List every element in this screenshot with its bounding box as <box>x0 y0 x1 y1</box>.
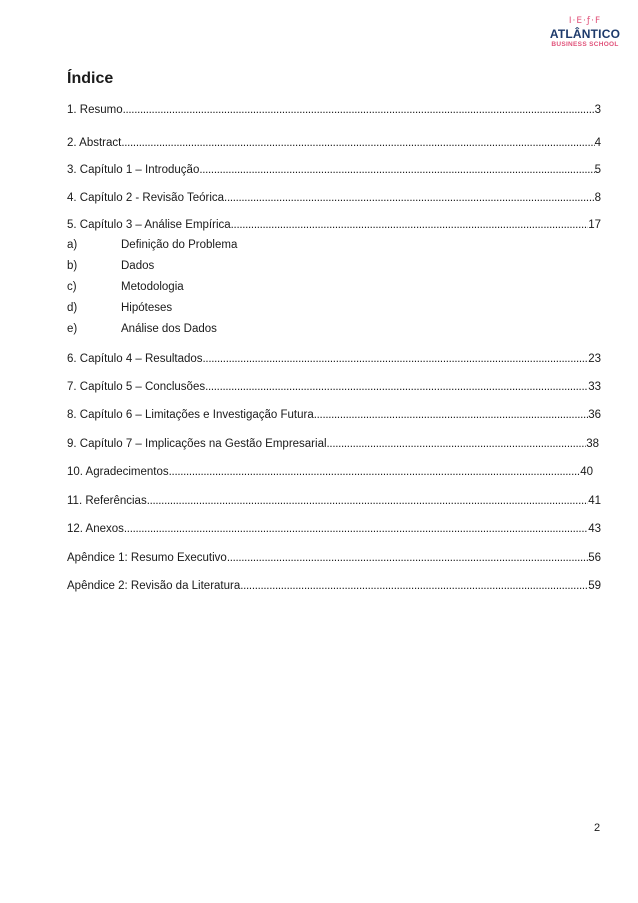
toc-entry[interactable] <box>67 103 601 117</box>
toc-subitem[interactable] <box>67 238 601 252</box>
toc-entry-label: 7. Capítulo 5 – Conclusões <box>67 381 206 393</box>
toc-entry[interactable] <box>67 163 601 177</box>
toc-subitem[interactable] <box>67 301 601 315</box>
toc-entry-page: 43 <box>588 523 601 535</box>
toc-entry[interactable] <box>67 437 599 451</box>
toc-entry-page: 33 <box>588 381 601 393</box>
toc-entry-label: 8. Capítulo 6 – Limitações e Investigação Futura <box>67 409 314 421</box>
toc-entry-label: Apêndice 2: Revisão da Literatura <box>67 580 241 592</box>
toc-entry[interactable] <box>67 494 601 508</box>
toc-leader-dots <box>121 136 594 150</box>
toc-entry-page: 17 <box>588 219 601 231</box>
table-of-contents <box>67 96 601 593</box>
toc-subitem-text: Metodologia <box>121 281 184 293</box>
toc-subitem-text: Hipóteses <box>121 302 173 314</box>
toc-entry-page: 38 <box>586 438 599 450</box>
toc-leader-dots <box>227 551 588 565</box>
toc-entry[interactable] <box>67 352 601 366</box>
school-logo <box>546 16 624 49</box>
logo-brand: ATLÂNTICO <box>549 27 621 41</box>
toc-entry-label: 4. Capítulo 2 - Revisão Teórica <box>67 192 225 204</box>
page-title: Índice <box>67 70 114 87</box>
toc-leader-dots <box>124 522 588 536</box>
toc-leader-dots <box>224 191 595 205</box>
toc-entry-page: 56 <box>588 552 601 564</box>
toc-entry[interactable] <box>67 408 601 422</box>
toc-entry-label: 3. Capítulo 1 – Introdução <box>67 164 200 176</box>
toc-subitem-text: Definição do Problema <box>121 239 238 251</box>
logo-subtitle: BUSINESS SCHOOL <box>551 41 619 48</box>
toc-entry-page: 3 <box>594 104 601 116</box>
toc-entry[interactable] <box>67 465 593 479</box>
toc-entry-page: 40 <box>580 466 593 478</box>
toc-leader-dots <box>314 408 588 422</box>
toc-entry-page: 36 <box>588 409 601 421</box>
toc-entry[interactable] <box>67 218 601 232</box>
toc-entry[interactable] <box>67 551 601 565</box>
toc-entry-label: 12. Anexos <box>67 523 124 535</box>
toc-leader-dots <box>327 437 587 451</box>
toc-subitem-letter: d) <box>67 302 78 314</box>
toc-subitem[interactable] <box>67 322 601 336</box>
toc-leader-dots <box>199 163 594 177</box>
toc-leader-dots <box>169 465 581 479</box>
toc-leader-dots <box>147 494 589 508</box>
toc-entry-page: 23 <box>588 353 601 365</box>
toc-entry[interactable] <box>67 380 601 394</box>
toc-entry-page: 8 <box>594 192 601 204</box>
toc-entry-page: 5 <box>594 164 601 176</box>
toc-entry-label: 9. Capítulo 7 – Implicações na Gestão Empresarial <box>67 438 327 450</box>
toc-entry[interactable] <box>67 191 601 205</box>
toc-entry-label: 6. Capítulo 4 – Resultados <box>67 353 203 365</box>
toc-leader-dots <box>123 103 595 117</box>
toc-entry-label: 5. Capítulo 3 – Análise Empírica <box>67 219 231 231</box>
toc-entry[interactable] <box>67 522 601 536</box>
toc-entry-page: 41 <box>588 495 601 507</box>
logo-emblem: I·E·ƒ·F <box>568 16 602 26</box>
toc-entry-label: 10. Agradecimentos <box>67 466 169 478</box>
toc-subitem-letter: a) <box>67 239 78 251</box>
toc-entry-page: 4 <box>594 137 601 149</box>
toc-entry[interactable] <box>67 136 601 150</box>
toc-subitem-letter: e) <box>67 323 78 335</box>
toc-entry-label: Apêndice 1: Resumo Executivo <box>67 552 227 564</box>
toc-subitem[interactable] <box>67 259 601 273</box>
toc-leader-dots <box>205 380 588 394</box>
toc-leader-dots <box>231 218 589 232</box>
toc-subitem-letter: b) <box>67 260 78 272</box>
page-number: 2 <box>594 822 601 834</box>
toc-entry-page: 59 <box>588 580 601 592</box>
toc-subitem[interactable] <box>67 280 601 294</box>
toc-entry-label: 11. Referências <box>67 495 147 507</box>
toc-entry-label: 1. Resumo <box>67 104 123 116</box>
toc-leader-dots <box>240 579 588 593</box>
toc-subitem-text: Análise dos Dados <box>121 323 217 335</box>
toc-subitem-text: Dados <box>121 260 155 272</box>
toc-entry[interactable] <box>67 579 601 593</box>
toc-leader-dots <box>203 352 589 366</box>
toc-subitem-letter: c) <box>67 281 77 293</box>
toc-entry-label: 2. Abstract <box>67 137 122 149</box>
